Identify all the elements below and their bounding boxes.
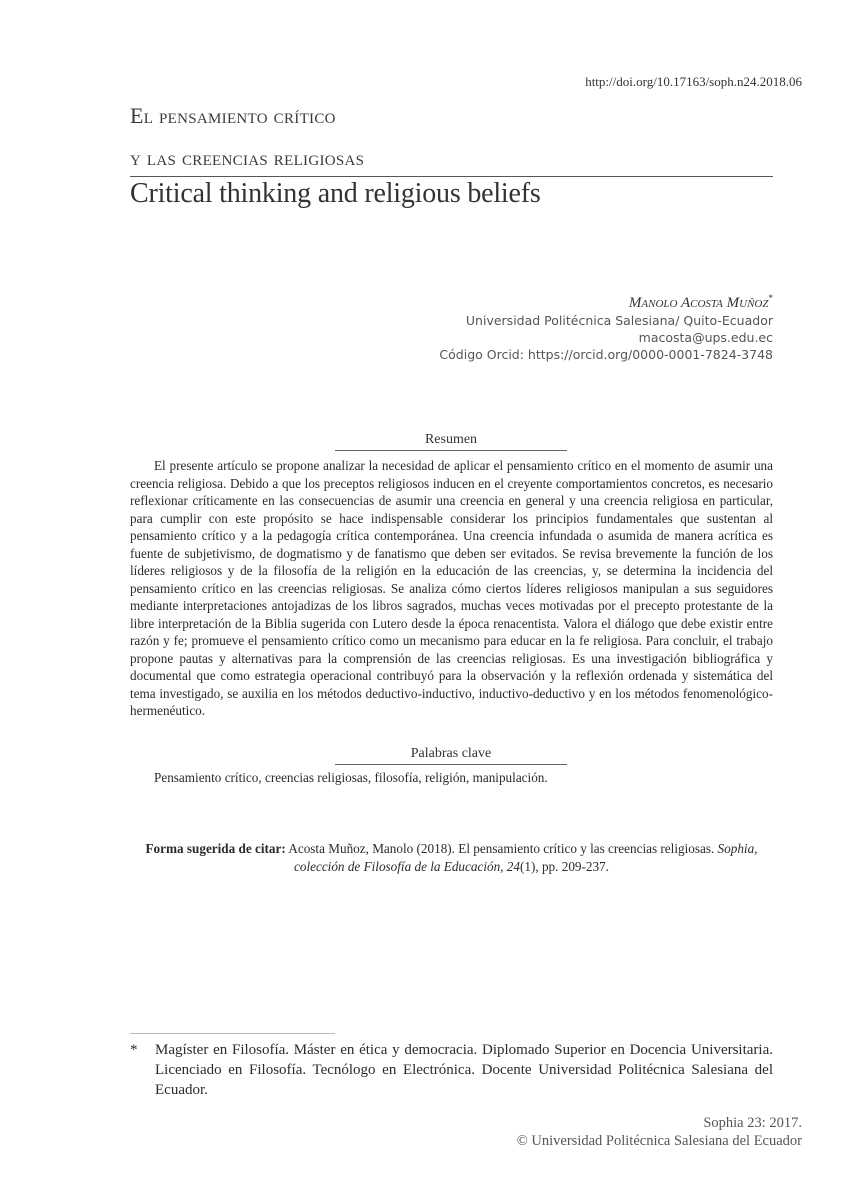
colophon-issue: Sophia 23: 2017. bbox=[703, 1115, 802, 1131]
title-english: Critical thinking and religious beliefs bbox=[130, 178, 541, 209]
title-spanish-line1: El pensamiento crítico bbox=[130, 103, 336, 128]
footnote bbox=[130, 1040, 773, 1100]
footnote-divider bbox=[130, 1033, 335, 1034]
suggested-citation bbox=[130, 840, 773, 876]
title-spanish-line2: y las creencias religiosas bbox=[130, 145, 365, 170]
author-orcid[interactable]: Código Orcid: https://orcid.org/0000-0001-7824-3748 bbox=[439, 347, 773, 362]
colophon bbox=[517, 1114, 802, 1150]
author-footnote-marker[interactable]: * bbox=[768, 293, 773, 303]
footnote-text: Magíster en Filosofía. Máster en ética y democracia. Diplomado Superior en Docencia Universitaria. Licenciado en Filosofía. Tecnólogo en Electrónica. Docente Universidad Politécnica Salesiana del Ecuador. bbox=[155, 1042, 773, 1098]
citation-journal: Sophia, colección de Filosofía de la Educación, 24 bbox=[294, 841, 758, 874]
author-affiliation: Universidad Politécnica Salesiana/ Quito-Ecuador bbox=[465, 313, 773, 328]
citation-issue-pages: (1), pp. 209-237. bbox=[519, 859, 609, 874]
abstract-heading: Resumen bbox=[335, 432, 567, 451]
author-name-line bbox=[439, 290, 773, 312]
keywords-heading: Palabras clave bbox=[335, 746, 567, 765]
author-block bbox=[439, 290, 773, 363]
colophon-copyright: © Universidad Politécnica Salesiana del Ecuador bbox=[516, 1133, 802, 1149]
author-name: Manolo Acosta Muñoz bbox=[628, 295, 769, 311]
citation-text: Acosta Muñoz, Manolo (2018). El pensamiento crítico y las creencias religiosas. bbox=[285, 841, 718, 856]
abstract-text: El presente artículo se propone analizar la necesidad de aplicar el pensamiento crítico en el momento de asumir una creencia religiosa. Debido a que los preceptos religiosos inducen en el creyente comportamientos concretos, es necesario reflexionar críticamente en las consecuencias de asumir una creencia en general y una creencia religiosa en particular, para cumplir con este propósito se hace indispensable considerar los principios fundamentales que sustentan al pensamiento crítico y a la pedagogía crítica contemporánea. Una creencia infundada o asumida de manera acrítica es fuente de subjetivismo, de dogmatismo y de fanatismo que deben ser evitados. Se revisa brevemente la función de los líderes religiosos y de la filosofía de la religión en la educación de las creencias, y, se determina la incidencia del pensamiento crítico en las creencias religiosas. Se analiza cómo ciertos líderes religiosos manipulan a sus seguidores mediante interpretaciones antojadizas de los libros sagrados, muchas veces motivadas por el precepto protestante de la libre interpretación de la Biblia sugerida con Lutero desde la época renacentista. Valora el diálogo que debe existir entre razón y fe; promueve el pensamiento crítico como un mecanismo para educar en la fe religiosa. Para concluir, el trabajo propone pautas y alternativas para la comprensión de las creencias religiosas. Es una investigación bibliográfica y documental que como estrategia operacional contribuyó para la observación y la reflexión ordenada y sistemática del tema investigado, se auxilia en los métodos deductivo-inductivo, inductivo-deductivo y en los métodos fenomenológico-hermenéutico. bbox=[130, 458, 773, 718]
footnote-marker: * bbox=[130, 1042, 138, 1058]
keywords-text: Pensamiento crítico, creencias religiosas, filosofía, religión, manipulación. bbox=[154, 770, 548, 785]
doi-link[interactable]: http://doi.org/10.17163/soph.n24.2018.06 bbox=[585, 74, 802, 89]
citation-label: Forma sugerida de citar: bbox=[145, 841, 286, 856]
author-email[interactable]: macosta@ups.edu.ec bbox=[638, 330, 773, 345]
title-divider bbox=[130, 176, 773, 177]
